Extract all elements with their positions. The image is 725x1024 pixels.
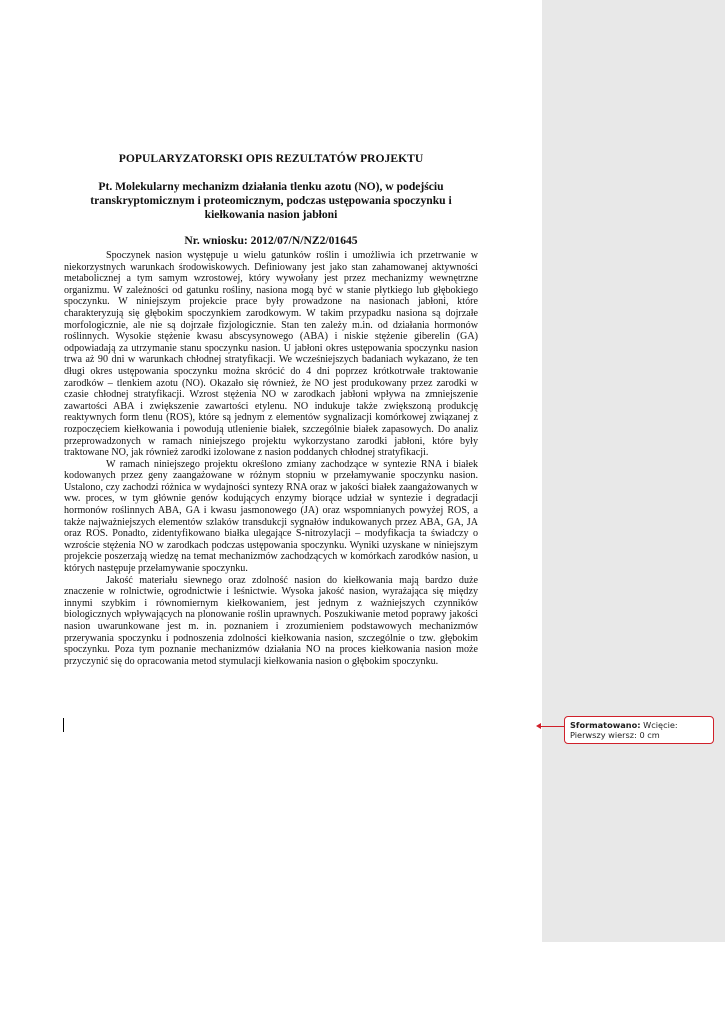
paragraph-1: Spoczynek nasion występuje u wielu gatunków roślin i umożliwia ich przetrwanie w niekorzystnych warunkach środowiskowych. Definiowany jest jako stan zahamowanej aktywności metabolicznej a tym samym wzrostowej, który wywołany jest przez mechanizmy wewnętrzne organizmu. W zależności od gatunku rośliny, nasiona mogą być w stanie płytkiego lub głębokiego spoczynku. W niniejszym projekcie prace były prowadzone na nasionach jabłoni, które charakteryzują się głębokim spoczynkiem zarodkowym. W takim przypadku nasiona są dojrzałe morfologicznie, ale nie są dojrzałe fizjologicznie. Stan ten zależy m.in. od działania hormonów roślinnych. Wysokie stężenie kwasu abscysynowego (ABA) i niskie stężenie giberelin (GA) odpowiadają za utrzymanie stanu spoczynku nasion. U jabłoni okres ustępowania spoczynku nasion trwa aż 90 dni w warunkach chłodnej stratyfikacji. We wcześniejszych badaniach wykazano, że ten długi okres ustępowania spoczynku można skrócić do 4 dni poprzez krótkotrwałe traktowanie zarodków – tlenkiem azotu (NO). Okazało się również, że NO jest produkowany przez zarodki w czasie chłodnej stratyfikacji. Wzrost stężenia NO w zarodkach jabłoni wpływa na zmniejszenie zawartości ABA i zwiększenie zawartości etylenu. NO indukuje także zwiększoną produkcję reaktywnych form tlenu (ROS), które są jednym z elementów sygnalizacji komórkowej związanej z rozpoczęciem kiełkowania i powodują utlenienie białek, szczególnie białek zapasowych. Do analiz przeprowadzonych w ramach niniejszego projektu wykorzystano zarodki jabłoni, które były traktowane NO, jak również zarodki izolowane z nasion poddanych chłodnej stratyfikacji. [64, 250, 478, 459]
document-title: POPULARYZATORSKI OPIS REZULTATÓW PROJEKTU [118, 152, 424, 165]
bottom-strip [0, 942, 725, 1024]
comment-label: Sformatowano: [570, 720, 641, 730]
document-subtitle: Pt. Molekularny mechanizm działania tlenku azotu (NO), w podejściu transkryptomicznym i proteomicznym, podczas ustępowania spoczynku i kiełkowania nasion jabłoni [90, 180, 452, 221]
formatting-comment-balloon[interactable] [564, 716, 714, 744]
text-cursor [63, 718, 64, 732]
application-number: Nr. wniosku: 2012/07/N/NZ2/01645 [184, 234, 358, 247]
comment-pane [542, 0, 725, 942]
paragraph-2: W ramach niniejszego projektu określono zmiany zachodzące w syntezie RNA i białek kodowanych przez geny zaangażowane w różnym stopniu w przełamywanie spoczynku nasion. Ustalono, czy zachodzi różnica w wydajności syntezy RNA oraz w jakości białek zaangażowanych w ww. proces, w tym głównie genów kodujących enzymy biorące udział w syntezie i degradacji hormonów roślinnych ABA, GA i kwasu jasmonowego (JA) oraz wspomnianych powyżej ROS, a także najważniejszych elementów szlaków transdukcji sygnałów indukowanych przez ABA, GA, JA oraz ROS. Ponadto, zidentyfikowano białka ulegające S-nitrozylacji – modyfikacja ta świadczy o wzroście stężenia NO w zarodkach podczas ustępowania spoczynku. Wyniki uzyskane w niniejszym projekcie poszerzają wiedzę na temat mechanizmów zachodzących w komórkach zarodków nasion, u których następuje przełamywanie spoczynku. [64, 458, 478, 575]
comment-connector [540, 726, 564, 727]
comment-text: Wcięcie: Pierwszy wiersz: 0 cm [570, 720, 678, 740]
paragraph-3: Jakość materiału siewnego oraz zdolność nasion do kiełkowania mają bardzo duże znaczenie w rolnictwie, ogrodnictwie i leśnictwie. Wysoka jakość nasion, wyrażająca się między innymi szybkim i równomiernym kiełkowaniem, jest jednym z ważniejszych czynników biologicznych wpływających na plonowanie roślin uprawnych. Poszukiwanie metod poprawy jakości nasion uwarunkowane jest m. in. poznaniem i zrozumieniem podstawowych mechanizmów przerywania spoczynku i podnoszenia zdolności kiełkowania nasion, szczególnie o tzw. głębokim spoczynku. Poza tym poznanie mechanizmów działania NO na proces kiełkowania nasion może przyczynić się do opracowania metod stymulacji kiełkowania nasion o głębokim spoczynku. [64, 574, 478, 667]
document-body[interactable] [64, 250, 478, 667]
